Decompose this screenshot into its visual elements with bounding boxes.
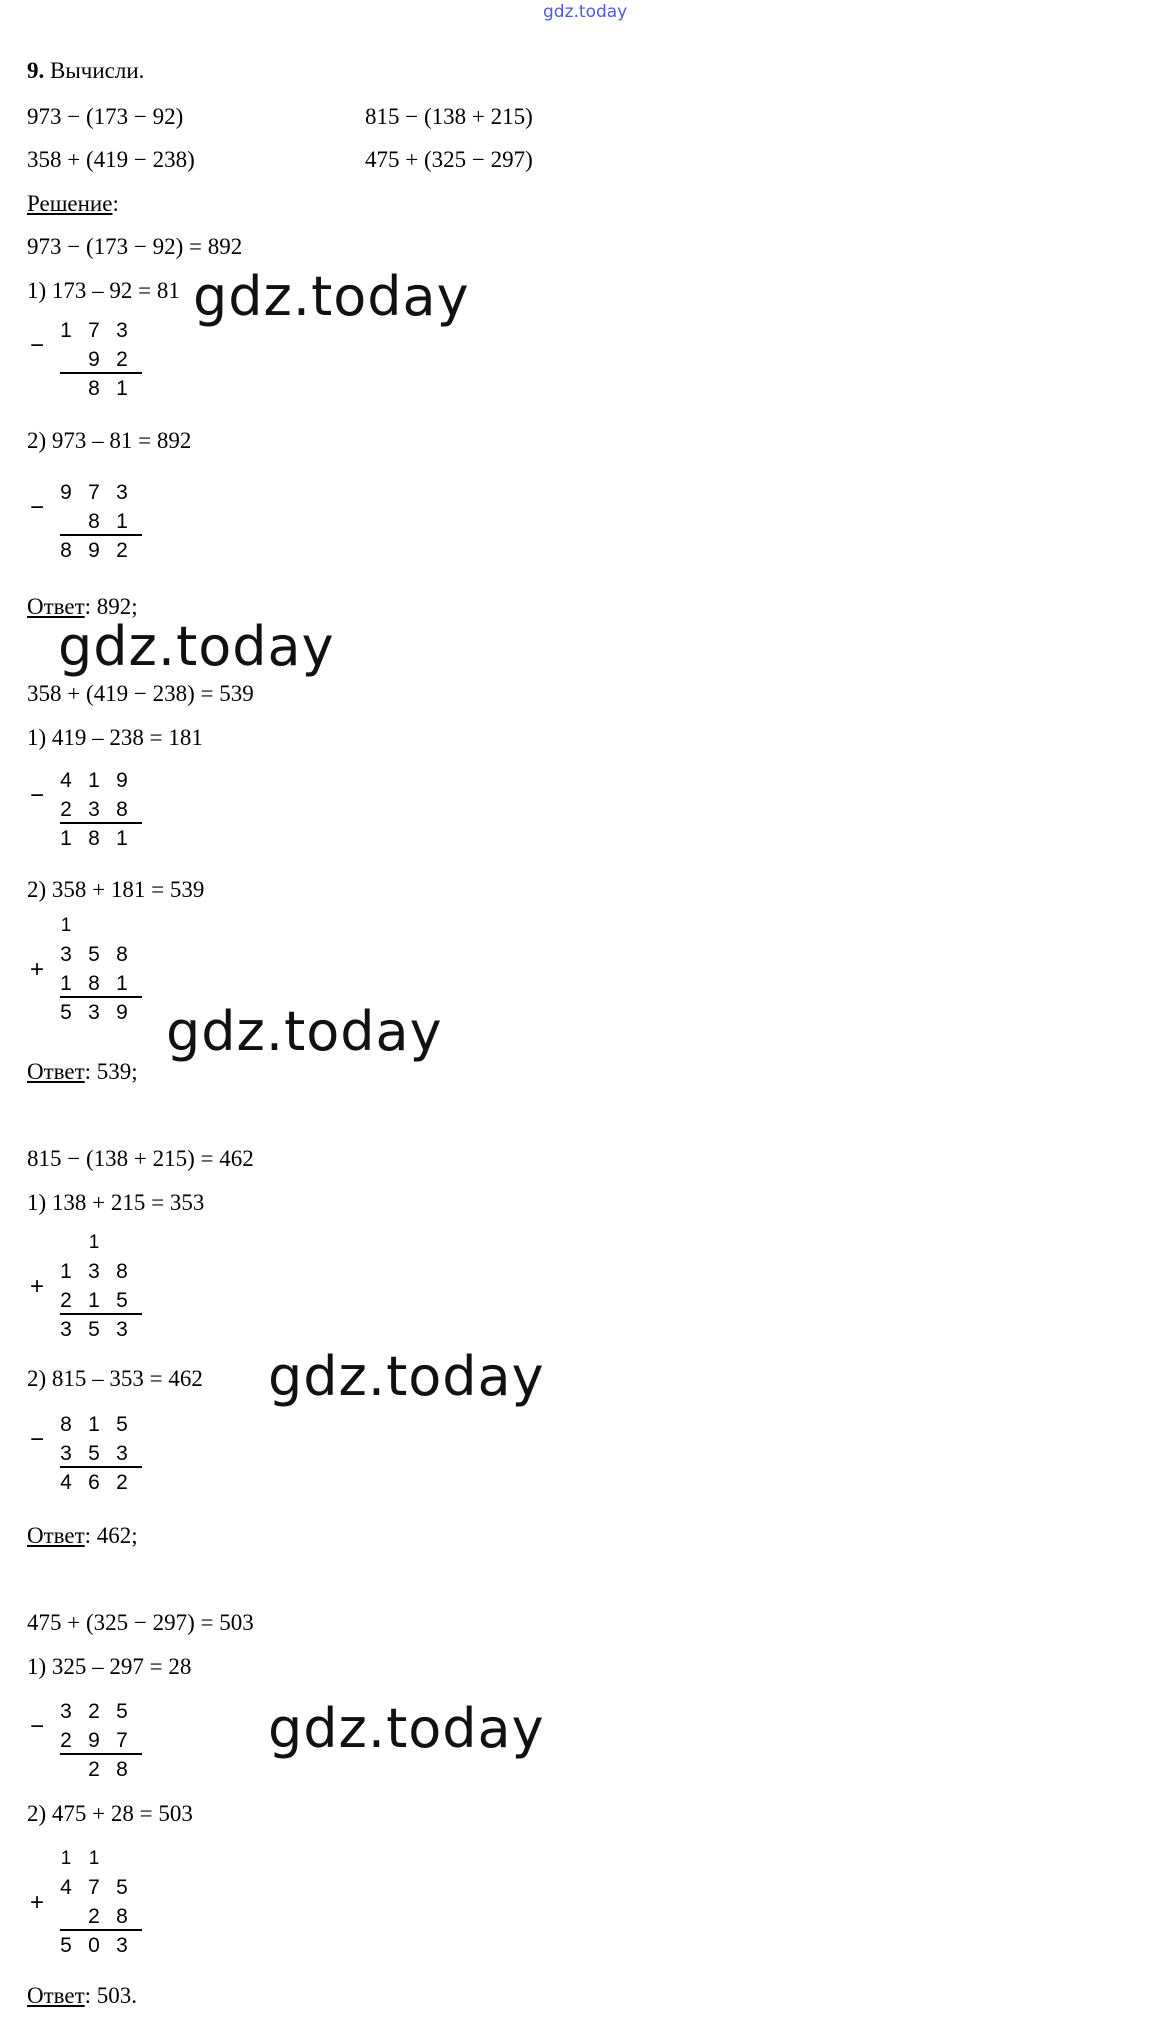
result-row-digit: 2: [116, 1471, 128, 1494]
part-2-step-1: 1) 419 – 238 = 181: [27, 725, 203, 750]
result-row-digit: 5: [60, 1934, 72, 1957]
subtrahend-row-digit: 9: [88, 1729, 100, 1752]
part-3-title: 815 − (138 + 215) = 462: [27, 1146, 254, 1171]
subtrahend-row-digit: 3: [60, 1442, 72, 1465]
minuend-row-digit: 9: [60, 481, 72, 504]
minuend-row-digit: 4: [60, 1876, 72, 1899]
part-4-title: 475 + (325 − 297) = 503: [27, 1610, 254, 1635]
subtrahend-row-digit: 1: [60, 972, 72, 995]
subtrahend-row-digit: 5: [116, 1289, 128, 1312]
subtrahend-row-digit: 8: [88, 972, 100, 995]
task-number: 9.: [27, 58, 45, 83]
minuend-row-digit: 5: [88, 943, 100, 966]
subtrahend-row-digit: 9: [88, 348, 100, 371]
minuend-row-digit: 1: [88, 1413, 100, 1436]
carry-row-digit: 1: [88, 1232, 100, 1253]
expression-4: 475 + (325 − 297): [365, 147, 533, 172]
minuend-row-digit: 5: [116, 1876, 128, 1899]
result-row-digit: 4: [60, 1471, 72, 1494]
part-4-step-1: 1) 325 – 297 = 28: [27, 1654, 192, 1679]
result-row-digit: 3: [116, 1318, 128, 1341]
part-2-title: 358 + (419 − 238) = 539: [27, 681, 254, 706]
watermark-3: gdz.today: [166, 1000, 443, 1063]
expression-1: 973 − (173 − 92): [27, 104, 184, 129]
operator-sign: +: [30, 1273, 45, 1300]
subtrahend-row-digit: 1: [116, 972, 128, 995]
result-row-digit: 8: [60, 539, 72, 562]
minuend-row-digit: 4: [60, 769, 72, 792]
subtrahend-row-digit: 2: [60, 1289, 72, 1312]
watermark-5: gdz.today: [268, 1697, 545, 1760]
minuend-row-digit: 3: [116, 481, 128, 504]
minuend-row-digit: 7: [88, 1876, 100, 1899]
result-row-digit: 2: [88, 1758, 100, 1781]
minuend-row-digit: 8: [116, 943, 128, 966]
operator-sign: −: [30, 1426, 45, 1453]
minuend-row-digit: 3: [116, 319, 128, 342]
result-row-digit: 5: [88, 1318, 100, 1341]
subtrahend-row-digit: 5: [88, 1442, 100, 1465]
watermark-1: gdz.today: [193, 265, 470, 328]
subtrahend-row-digit: 7: [116, 1729, 128, 1752]
carry-row-digit: 1: [60, 915, 72, 936]
watermark-2: gdz.today: [58, 615, 335, 678]
part-3-step-2: 2) 815 – 353 = 462: [27, 1366, 203, 1391]
operator-sign: +: [30, 956, 45, 983]
subtrahend-row-digit: 2: [60, 1729, 72, 1752]
result-row-digit: 1: [116, 377, 128, 400]
subtrahend-row-digit: 2: [88, 1905, 100, 1928]
part-4-step-2: 2) 475 + 28 = 503: [27, 1801, 193, 1826]
minuend-row-digit: 5: [116, 1413, 128, 1436]
minuend-row-digit: 2: [88, 1700, 100, 1723]
minuend-row-digit: 1: [60, 319, 72, 342]
result-row-digit: 8: [88, 827, 100, 850]
minuend-row-digit: 3: [60, 943, 72, 966]
subtrahend-row-digit: 1: [116, 510, 128, 533]
result-row-digit: 8: [88, 377, 100, 400]
part-1-answer: Ответ: 892;: [27, 594, 138, 619]
minuend-row-digit: 7: [88, 481, 100, 504]
minuend-row-digit: 5: [116, 1700, 128, 1723]
minuend-row-digit: 3: [60, 1700, 72, 1723]
result-row-digit: 1: [116, 827, 128, 850]
part-3-step-1: 1) 138 + 215 = 353: [27, 1190, 205, 1215]
site-label: gdz.today: [543, 2, 628, 22]
subtrahend-row-digit: 8: [116, 798, 128, 821]
solution-label: Решение:: [27, 191, 119, 216]
expression-3: 358 + (419 − 238): [27, 147, 195, 172]
part-4-answer: Ответ: 503.: [27, 1983, 138, 2008]
result-row-digit: 3: [60, 1318, 72, 1341]
carry-row-digit: 1: [60, 1848, 72, 1869]
part-1-title: 973 − (173 − 92) = 892: [27, 234, 243, 259]
subtrahend-row-digit: 8: [116, 1905, 128, 1928]
watermark-4: gdz.today: [268, 1345, 545, 1408]
result-row-digit: 5: [60, 1001, 72, 1024]
subtrahend-row-digit: 2: [116, 348, 128, 371]
minuend-row-digit: 7: [88, 319, 100, 342]
subtrahend-row-digit: 1: [88, 1289, 100, 1312]
subtrahend-row-digit: 2: [60, 798, 72, 821]
result-row-digit: 8: [116, 1758, 128, 1781]
result-row-digit: 0: [88, 1934, 100, 1957]
expression-2: 815 − (138 + 215): [365, 104, 533, 129]
result-row-digit: 9: [88, 539, 100, 562]
operator-sign: −: [30, 494, 45, 521]
subtrahend-row-digit: 8: [88, 510, 100, 533]
task-instruction: Вычисли.: [50, 58, 145, 83]
subtrahend-row-digit: 3: [116, 1442, 128, 1465]
result-row-digit: 3: [88, 1001, 100, 1024]
result-row-digit: 6: [88, 1471, 100, 1494]
minuend-row-digit: 1: [60, 1260, 72, 1283]
operator-sign: −: [30, 332, 45, 359]
operator-sign: +: [30, 1889, 45, 1916]
carry-row-digit: 1: [88, 1848, 100, 1869]
result-row-digit: 9: [116, 1001, 128, 1024]
part-3-answer: Ответ: 462;: [27, 1523, 138, 1548]
task-heading: [27, 57, 144, 85]
result-row-digit: 3: [116, 1934, 128, 1957]
part-2-step-2: 2) 358 + 181 = 539: [27, 877, 205, 902]
minuend-row-digit: 8: [116, 1260, 128, 1283]
operator-sign: −: [30, 1713, 45, 1740]
part-2-answer: Ответ: 539;: [27, 1059, 138, 1084]
minuend-row-digit: 8: [60, 1413, 72, 1436]
minuend-row-digit: 3: [88, 1260, 100, 1283]
minuend-row-digit: 9: [116, 769, 128, 792]
operator-sign: −: [30, 782, 45, 809]
part-1-step-2: 2) 973 – 81 = 892: [27, 428, 192, 453]
part-1-step-1: 1) 173 – 92 = 81: [27, 278, 180, 303]
subtrahend-row-digit: 3: [88, 798, 100, 821]
result-row-digit: 1: [60, 827, 72, 850]
minuend-row-digit: 1: [88, 769, 100, 792]
result-row-digit: 2: [116, 539, 128, 562]
